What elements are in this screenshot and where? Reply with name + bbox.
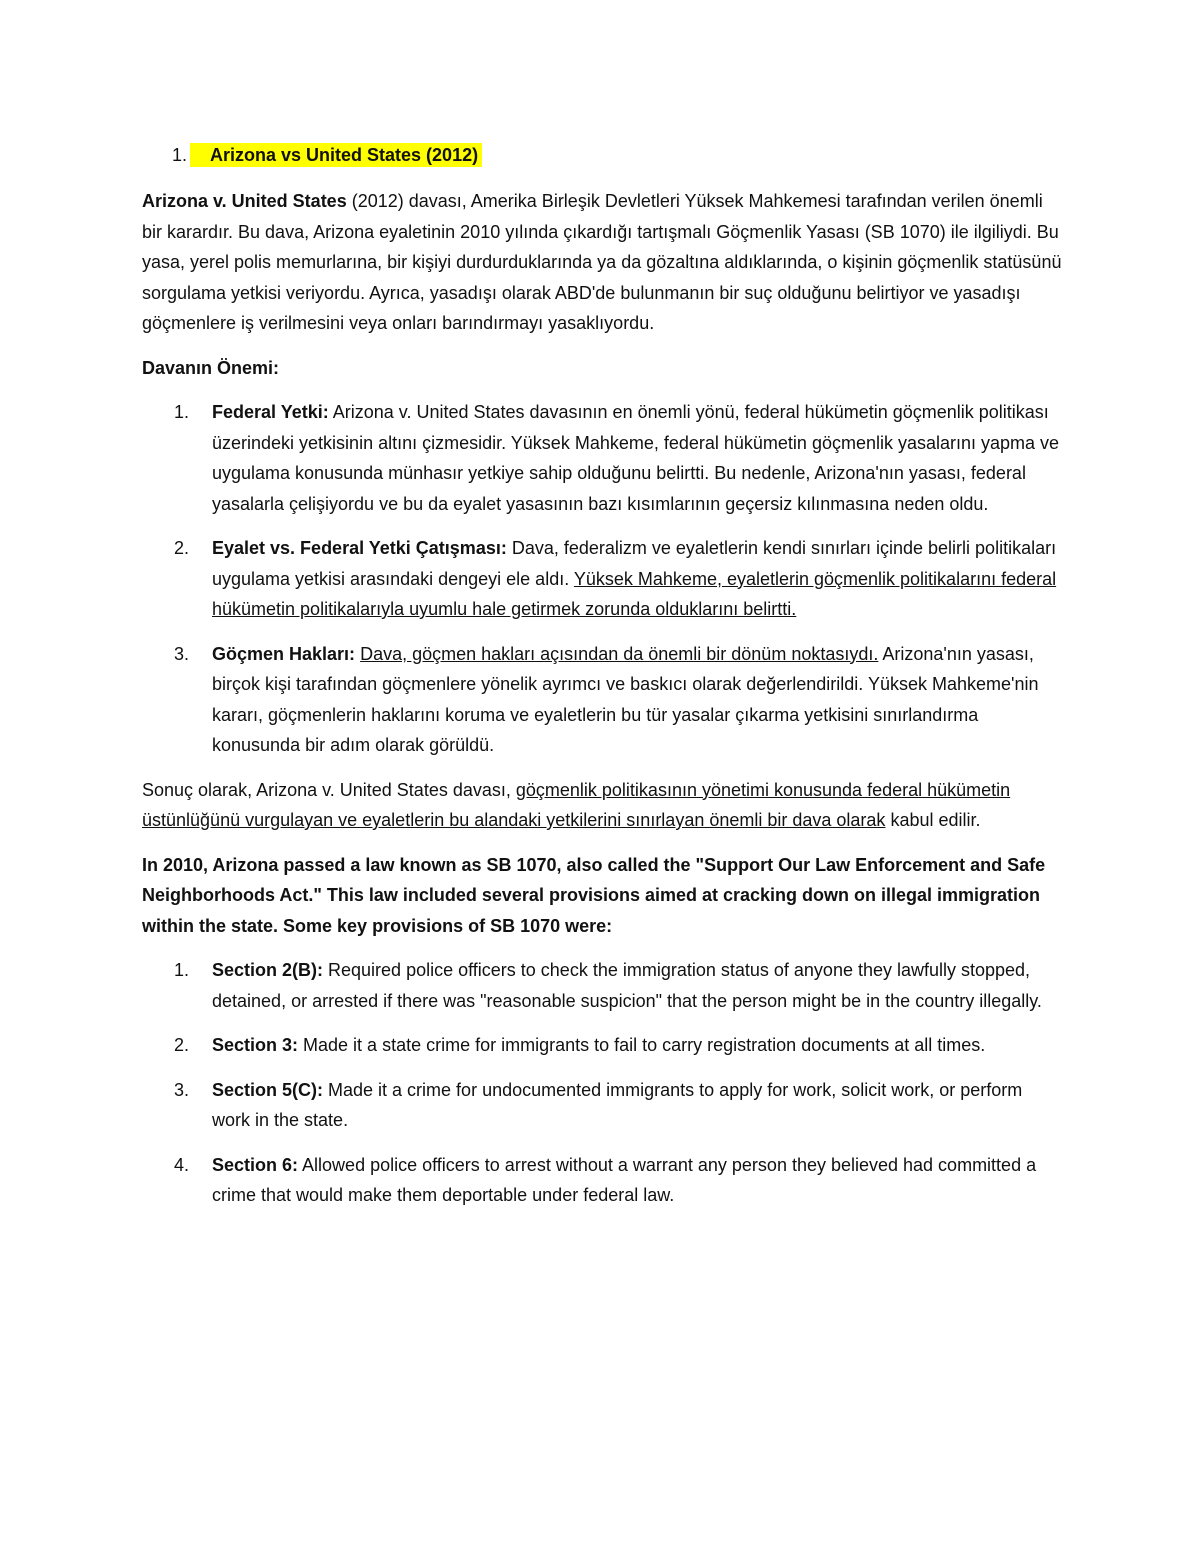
list-item-underlined-text: Dava, göçmen hakları açısından da önemli bir dönüm noktasıydı. — [360, 643, 879, 664]
list-item — [142, 397, 1062, 519]
list-item — [142, 533, 1062, 625]
provisions-list — [142, 955, 1062, 1211]
list-item-text: Made it a state crime for immigrants to fail to carry registration documents at all times. — [298, 1035, 986, 1055]
conclusion-paragraph — [142, 775, 1062, 836]
list-item-title: Federal Yetki: — [212, 402, 329, 422]
document-heading — [142, 138, 1062, 172]
list-item-marker: 3. — [174, 1079, 190, 1100]
importance-list — [142, 397, 1062, 761]
list-item — [142, 1150, 1062, 1211]
heading-highlighted-title: Arizona vs United States (2012) — [190, 143, 482, 167]
list-item-text: Arizona v. United States davasının en önemli yönü, federal hükümetin göçmenlik politikası üzerindeki yetkisinin altını çizmesidir. Yüksek Mahkeme, federal hükümetin göçmenlik yasalarını yapma ve uygulama konusunda münhasır yetkiye sahip olduğunu belirtti. Bu nedenle, Arizona'nın yasası, federal yasalarla çelişiyordu ve bu da eyalet yasasının bazı kısımlarının geçersiz kılınmasına neden oldu. — [212, 402, 1060, 514]
list-item-underlined-text: Yüksek Mahkeme, eyaletlerin göçmenlik politikalarını federal hükümetin politikalarıyla uyumlu hale getirmek zorunda olduklarını belirtti. — [212, 568, 1057, 619]
english-heading: In 2010, Arizona passed a law known as SB 1070, also called the "Support Our Law Enforcement and Safe Neighborhoods Act." This law included several provisions aimed at cracking down on illegal immigration within the state. Some key provisions of SB 1070 were: — [142, 854, 1046, 936]
list-item-marker: 2. — [174, 538, 190, 558]
list-item-marker: 1. — [174, 960, 190, 980]
intro-bold-title: Arizona v. United States — [142, 191, 347, 211]
list-item-title: Göçmen Hakları: — [212, 643, 356, 664]
intro-paragraph — [142, 186, 1062, 339]
document-page — [142, 138, 1062, 1225]
list-item-text: Required police officers to check the immigration status of anyone they lawfully stopped, detained, or arrested if there was "reasonable suspicion" that the person might be in the country illegally. — [212, 960, 1042, 1011]
list-item-text: Allowed police officers to arrest without a warrant any person they believed had committed a crime that would make them deportable under federal law. — [212, 1154, 1037, 1205]
list-item — [142, 1030, 1062, 1061]
list-item-title: Section 3: — [212, 1035, 299, 1055]
list-item-marker: 4. — [174, 1154, 190, 1175]
list-item-title: Eyalet vs. Federal Yetki Çatışması: — [212, 538, 507, 558]
conclusion-suffix: kabul edilir. — [885, 810, 981, 830]
list-item-text: Dava, federalizm ve eyaletlerin kendi sınırları içinde belirli politikaları uygulama yetkisi arasındaki dengeyi ele aldı. — [212, 538, 1057, 589]
list-item — [142, 955, 1062, 1016]
list-item-marker: 1. — [174, 402, 190, 422]
list-item-title: Section 6: — [212, 1154, 299, 1175]
list-item-title: Section 2(B): — [212, 960, 324, 980]
list-item-text: Made it a crime for undocumented immigrants to apply for work, solicit work, or perform work in the state. — [212, 1079, 1023, 1130]
list-item-text: Arizona'nın yasası, birçok kişi tarafından göçmenlere yönelik ayrımcı ve baskıcı olarak değerlendirildi. Yüksek Mahkeme'nin kararı, göçmenlerin haklarını koruma ve eyaletlerin bu tür yasalar çıkarma yetkisini sınırlandırma konusunda bir adım olarak görüldü. — [212, 643, 1039, 755]
intro-text: (2012) davası, Amerika Birleşik Devletleri Yüksek Mahkemesi tarafından verilen önemli bir karardır. Bu dava, Arizona eyaletinin 2010 yılında çıkardığı tartışmalı Göçmenlik Yasası (SB 1070) ile ilgiliydi. Bu yasa, yerel polis memurlarına, bir kişiyi durdurduklarında ya da gözaltına aldıklarında, o kişinin göçmenlik statüsünü sorgulama yetkisi veriyordu. Ayrıca, yasadışı olarak ABD'de bulunmanın bir suç olduğunu belirtiyor ve yasadışı göçmenlere iş verilmesini veya onları barındırmayı yasaklıyordu. — [142, 191, 1062, 333]
list-item-marker: 2. — [174, 1035, 190, 1055]
heading-number: 1. — [172, 145, 188, 165]
importance-heading: Davanın Önemi: — [142, 357, 280, 378]
conclusion-underlined: göçmenlik politikasının yönetimi konusunda federal hükümetin üstünlüğünü vurgulayan ve eyaletlerin bu alandaki yetkilerini sınırlayan önemli bir dava olarak — [142, 779, 1011, 830]
list-item — [142, 1075, 1062, 1136]
list-item — [142, 639, 1062, 761]
list-item-marker: 3. — [174, 643, 190, 664]
list-item-title: Section 5(C): — [212, 1079, 324, 1100]
conclusion-prefix: Sonuç olarak, Arizona v. United States davası, — [142, 779, 516, 800]
